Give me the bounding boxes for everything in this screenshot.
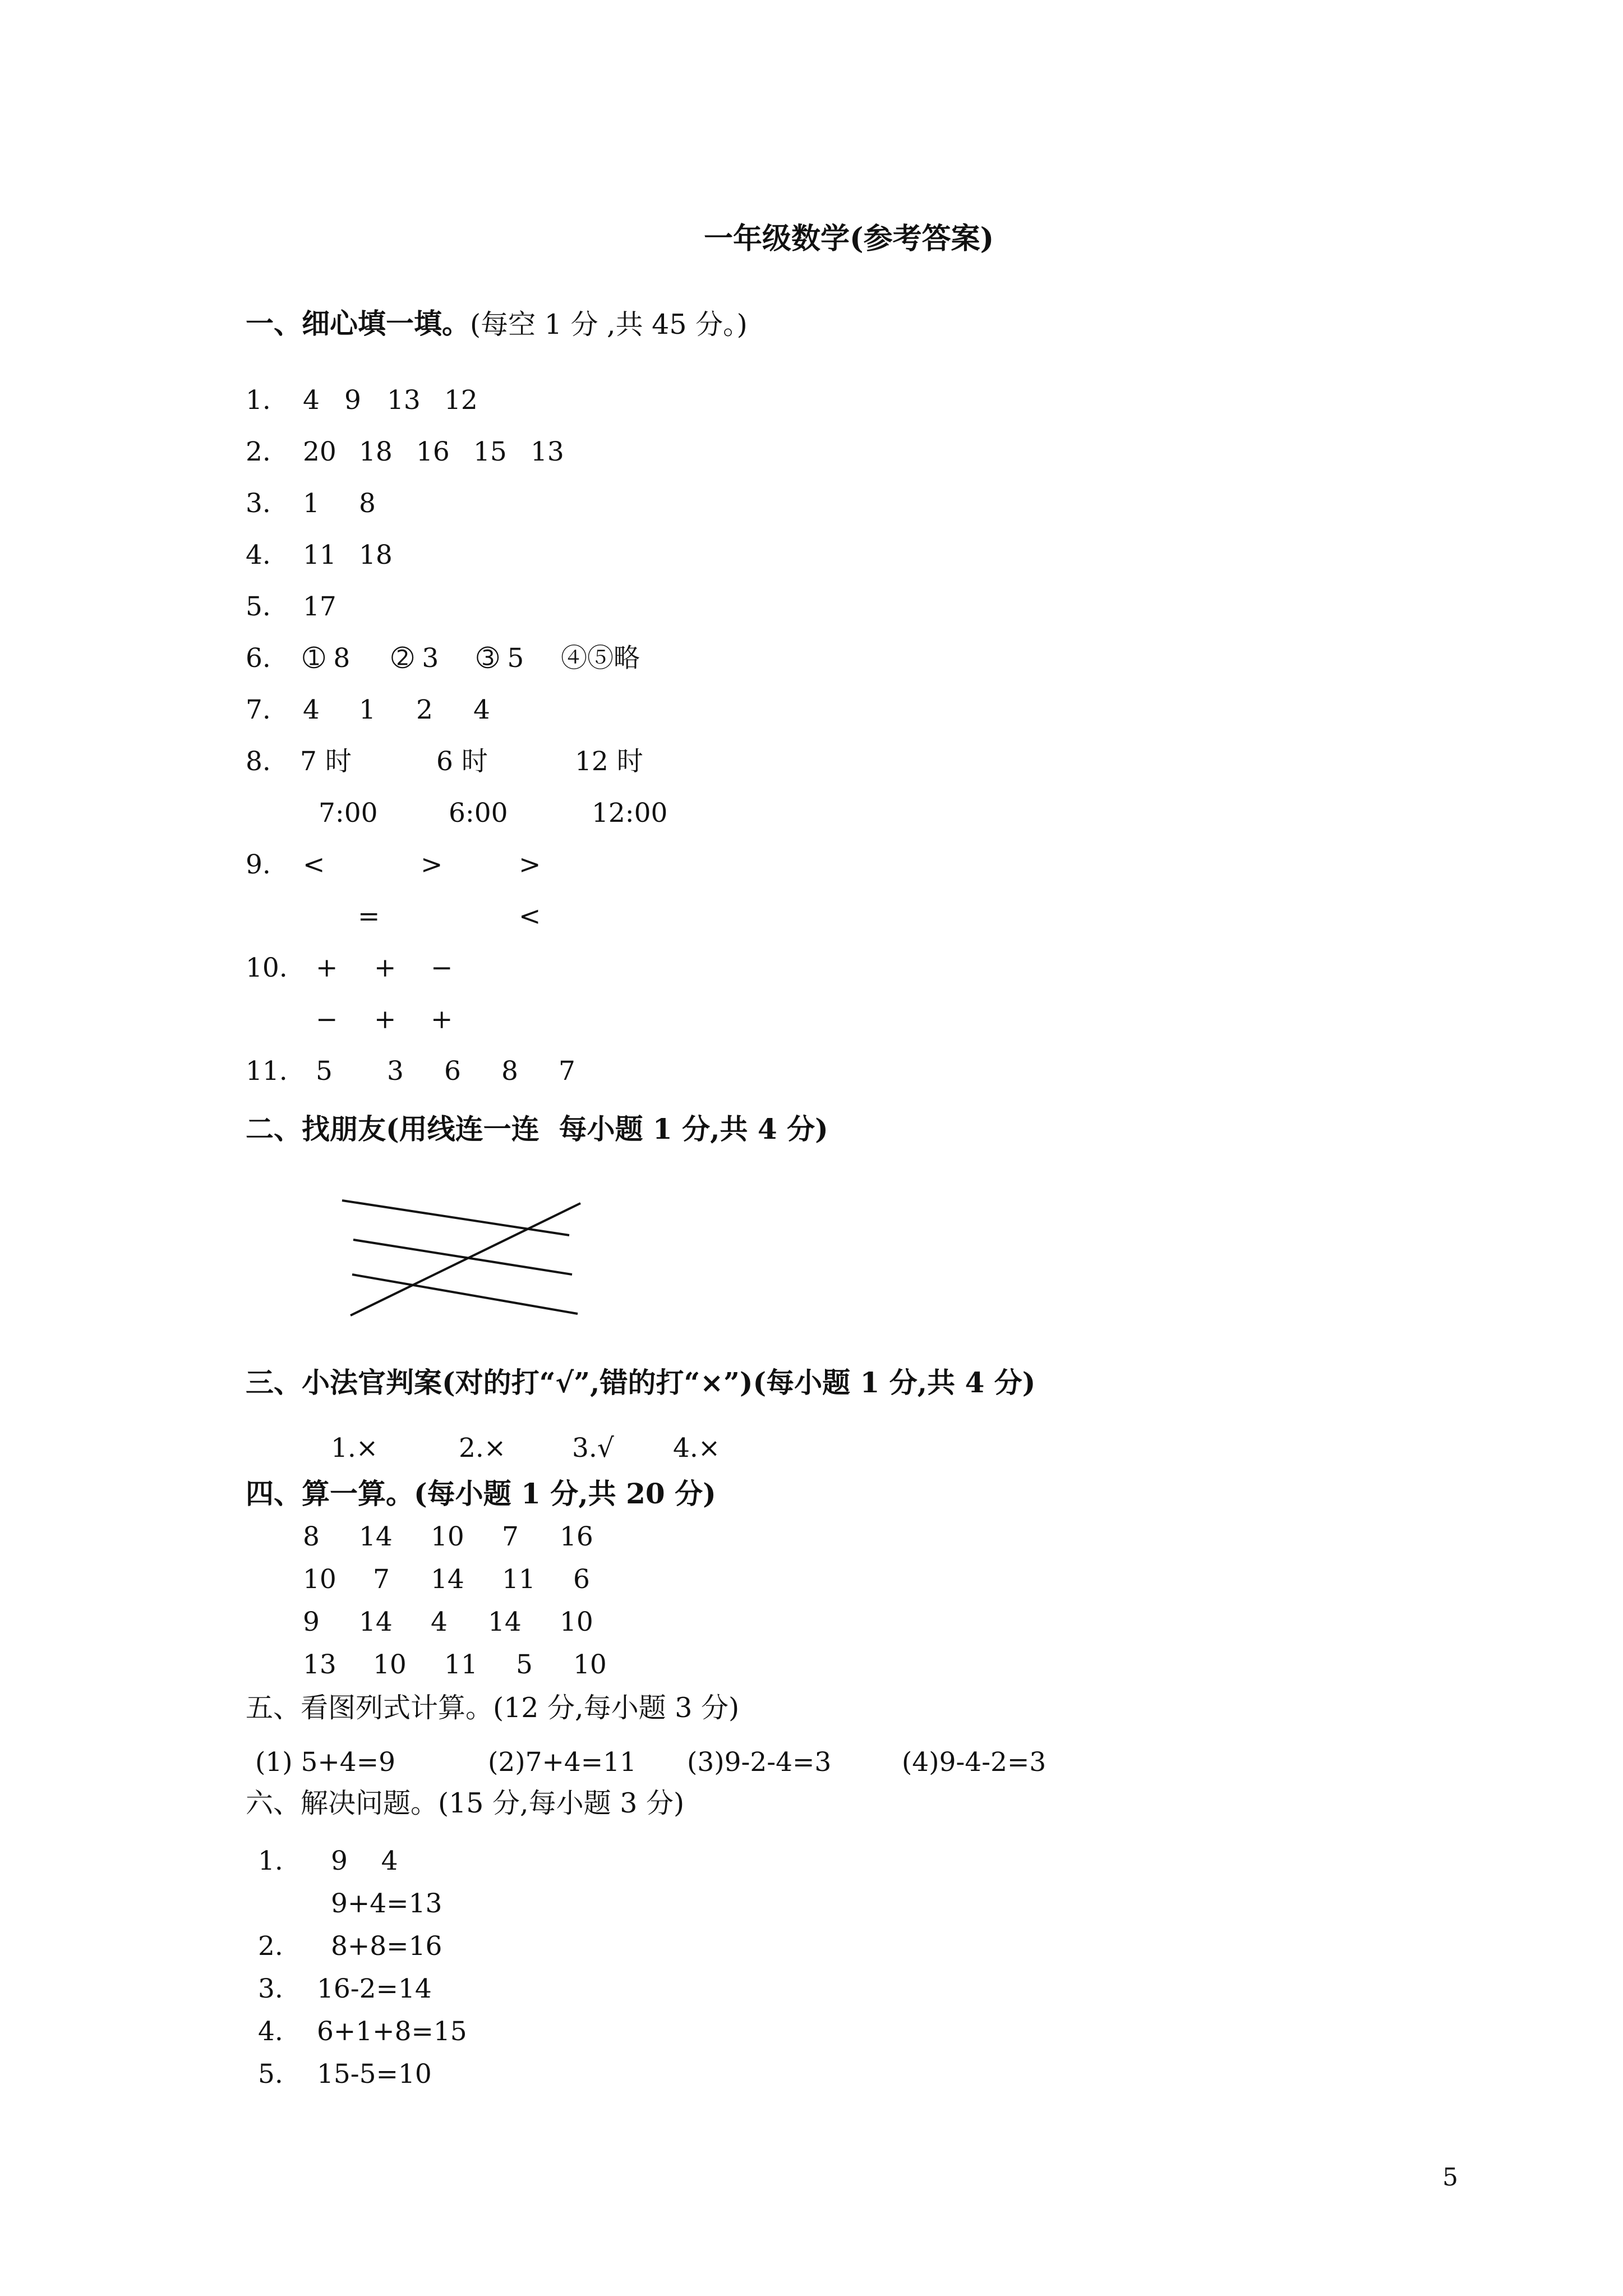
section-1-heading: 一、细心填一填。 xyxy=(246,307,470,340)
section-4-heading: 四、算一算。(每小题 1 分,共 20 分) xyxy=(246,1477,716,1510)
s1-item-4-number: 4. xyxy=(246,540,271,570)
s1-item-6-answer: ➁ 3 xyxy=(391,643,439,674)
s4-answer: 9 xyxy=(303,1607,320,1637)
page-title: 一年级数学(参考答案) xyxy=(704,222,994,256)
s1-item-6-answer: ➀ 8 xyxy=(303,643,351,674)
s1-item-2-answer: 18 xyxy=(359,436,393,467)
s1-item-9-answer: > xyxy=(519,849,541,880)
matching-lines-diagram xyxy=(331,1189,589,1335)
s1-item-10-answer: − xyxy=(431,953,453,983)
s1-item-2-answer: 16 xyxy=(416,436,450,467)
s1-item-2-answer: 20 xyxy=(303,436,336,467)
s4-answer: 14 xyxy=(488,1607,522,1637)
s1-item-2-answer: 15 xyxy=(473,436,507,467)
s3-answer: 1.× xyxy=(331,1433,379,1464)
s4-answer: 14 xyxy=(431,1564,464,1595)
s1-item-7-answer: 4 xyxy=(473,694,490,725)
s1-item-10-answer: + xyxy=(374,1004,396,1035)
s1-item-7-number: 7. xyxy=(246,694,271,725)
s1-item-7-answer: 2 xyxy=(416,694,433,725)
s1-item-10-answer: − xyxy=(316,1004,338,1035)
s1-item-1-number: 1. xyxy=(246,385,271,416)
s6-item-answer: 9 4 xyxy=(331,1846,398,1876)
s1-item-1-answer: 4 xyxy=(303,385,320,416)
s1-item-1-answer: 9 xyxy=(344,385,361,416)
matching-line xyxy=(352,1274,578,1314)
s1-item-1-answer: 12 xyxy=(444,385,478,416)
s5-answer: (4)9-4-2=3 xyxy=(902,1747,1046,1778)
section-3-heading: 三、小法官判案(对的打“√”,错的打“×”)(每小题 1 分,共 4 分) xyxy=(246,1366,1036,1399)
s3-answer: 3.√ xyxy=(572,1433,614,1464)
s1-item-3-number: 3. xyxy=(246,488,271,519)
s6-item-answer: 9+4=13 xyxy=(331,1888,442,1919)
s1-item-3-answer: 8 xyxy=(359,488,376,519)
s1-item-9-answer: > xyxy=(421,849,443,880)
s4-answer: 10 xyxy=(303,1564,336,1595)
s6-item-number: 4. xyxy=(258,2016,283,2047)
s1-item-10-answer: + xyxy=(431,1004,453,1035)
s1-item-11-answer: 7 xyxy=(559,1056,575,1087)
s6-item-number: 5. xyxy=(258,2059,283,2090)
s1-item-9-number: 9. xyxy=(246,849,271,880)
section-2-heading: 二、找朋友(用线连一连 每小题 1 分,共 4 分) xyxy=(246,1112,828,1145)
s1-item-1-answer: 13 xyxy=(387,385,421,416)
s1-item-5-answer: 17 xyxy=(303,591,336,622)
s1-item-8-number: 8. xyxy=(246,746,271,777)
s1-item-6-number: 6. xyxy=(246,643,271,674)
s1-item-10-number: 10. xyxy=(246,953,288,983)
s1-item-3-answer: 1 xyxy=(303,488,320,519)
page-number: 5 xyxy=(1442,2163,1458,2192)
s1-item-9-answer: < xyxy=(303,849,325,880)
matching-line xyxy=(353,1240,572,1274)
s4-answer: 5 xyxy=(516,1649,533,1680)
s1-item-4-answer: 11 xyxy=(303,540,336,570)
s4-answer: 14 xyxy=(359,1521,393,1552)
s6-item-answer: 16-2=14 xyxy=(317,1973,432,2004)
s4-answer: 10 xyxy=(373,1649,407,1680)
s1-item-8-answer: 12:00 xyxy=(592,798,668,829)
s1-item-8-answer: 6 时 xyxy=(436,746,488,777)
s4-answer: 10 xyxy=(431,1521,464,1552)
s5-answer: (3)9-2-4=3 xyxy=(687,1747,832,1778)
s1-item-8-answer: 7 时 xyxy=(300,746,352,777)
s1-item-11-answer: 5 xyxy=(316,1056,333,1087)
s4-answer: 11 xyxy=(444,1649,478,1680)
s6-item-number: 2. xyxy=(258,1931,283,1962)
s1-item-10-answer: + xyxy=(374,953,396,983)
s5-answer: (2)7+4=11 xyxy=(488,1747,637,1778)
s4-answer: 8 xyxy=(303,1521,320,1552)
s4-answer: 16 xyxy=(560,1521,593,1552)
s1-item-8-answer: 6:00 xyxy=(449,798,508,829)
s4-answer: 6 xyxy=(573,1564,590,1595)
s1-item-2-number: 2. xyxy=(246,436,271,467)
s1-item-6-answer: ➃➄略 xyxy=(561,643,640,674)
s4-answer: 7 xyxy=(502,1521,519,1552)
s4-answer: 14 xyxy=(359,1607,393,1637)
s1-item-11-answer: 8 xyxy=(501,1056,518,1087)
s1-item-10-answer: + xyxy=(316,953,338,983)
s3-answer: 4.× xyxy=(673,1433,721,1464)
s4-answer: 10 xyxy=(560,1607,593,1637)
s4-answer: 11 xyxy=(502,1564,536,1595)
s1-item-2-answer: 13 xyxy=(531,436,564,467)
s1-item-9-answer: < xyxy=(519,901,541,932)
section-6-heading: 六、解决问题。(15 分,每小题 3 分) xyxy=(246,1787,685,1819)
s1-item-6-answer: ➂ 5 xyxy=(477,643,524,674)
section-1-note: (每空 1 分 ,共 45 分。) xyxy=(470,309,748,341)
s6-item-answer: 8+8=16 xyxy=(331,1931,442,1962)
s4-answer: 13 xyxy=(303,1649,336,1680)
s4-answer: 7 xyxy=(373,1564,390,1595)
s6-item-number: 3. xyxy=(258,1973,283,2004)
s1-item-11-answer: 3 xyxy=(387,1056,404,1087)
s1-item-4-answer: 18 xyxy=(359,540,393,570)
s1-item-11-answer: 6 xyxy=(444,1056,461,1087)
s4-answer: 4 xyxy=(431,1607,448,1637)
s3-answer: 2.× xyxy=(459,1433,506,1464)
s4-answer: 10 xyxy=(573,1649,607,1680)
section-5-heading: 五、看图列式计算。(12 分,每小题 3 分) xyxy=(246,1692,740,1724)
s1-item-7-answer: 1 xyxy=(359,694,376,725)
s5-answer: (1) 5+4=9 xyxy=(255,1747,395,1778)
s1-item-9-answer: = xyxy=(358,901,380,932)
s1-item-8-answer: 7:00 xyxy=(319,798,378,829)
s6-item-answer: 6+1+8=15 xyxy=(317,2016,467,2047)
s1-item-5-number: 5. xyxy=(246,591,271,622)
s1-item-8-answer: 12 时 xyxy=(575,746,643,777)
s1-item-11-number: 11. xyxy=(246,1056,288,1087)
s1-item-7-answer: 4 xyxy=(303,694,320,725)
s6-item-answer: 15-5=10 xyxy=(317,2059,432,2090)
matching-line xyxy=(342,1200,569,1235)
s6-item-number: 1. xyxy=(258,1846,283,1876)
